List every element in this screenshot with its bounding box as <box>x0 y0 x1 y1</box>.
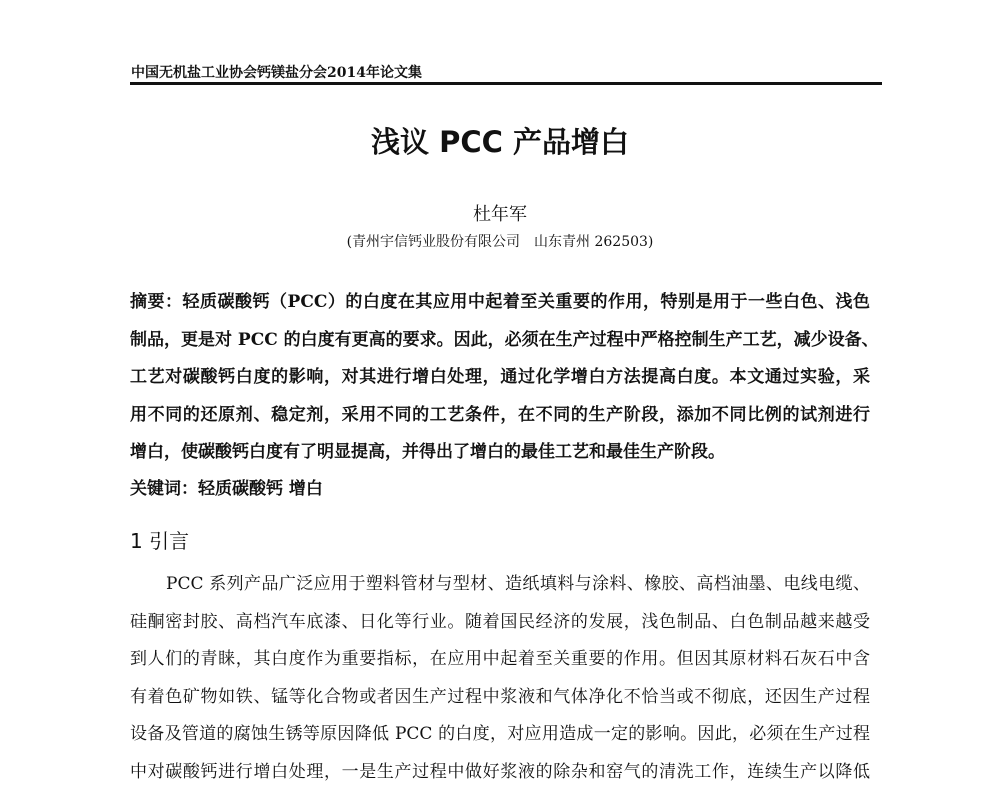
body-line: PCC 系列产品广泛应用于塑料管材与型材、造纸填料与涂料、橡胶、高档油墨、电线电缆、 <box>166 574 870 594</box>
body-line: 到人们的青睐，其白度作为重要指标，在应用中起着至关重要的作用。但因其原材料石灰石中含 <box>130 649 870 670</box>
abstract-line: 制品，更是对 PCC 的白度有更高的要求。因此，必须在生产过程中严格控制生产工艺，减少设备、 <box>130 329 879 350</box>
keywords <box>130 472 870 506</box>
body-line: 中对碳酸钙进行增白处理，一是生产过程中做好浆液的除杂和窑气的清洗工作，连续生产以降低 <box>130 761 870 782</box>
section-heading: 1 引言 <box>130 529 190 553</box>
author: 杜年军 <box>473 204 527 225</box>
abstract-label: 摘要： <box>130 292 183 312</box>
header-rule <box>130 82 882 85</box>
affiliation: (青州宇信钙业股份有限公司 山东青州 262503) <box>346 234 654 250</box>
body-line: 有着色矿物如铁、锰等化合物或者因生产过程中浆液和气体净化不恰当或不彻底，还因生产过程 <box>130 686 870 707</box>
paper-title: 浅议 PCC 产品增白 <box>370 125 629 159</box>
keywords-text: 轻质碳酸钙 增白 <box>198 478 323 499</box>
abstract-line: 用不同的还原剂、稳定剂，采用不同的工艺条件，在不同的生产阶段，添加不同比例的试剂进行 <box>130 404 870 425</box>
section-body <box>130 566 870 792</box>
abstract-line: 摘要：轻质碳酸钙（PCC）的白度在其应用中起着至关重要的作用，特别是用于一些白色、浅色 <box>130 292 871 312</box>
abstract-line: 工艺对碳酸钙白度的影响，对其进行增白处理，通过化学增白方法提高白度。本文通过实验，采 <box>130 367 870 388</box>
running-header: 中国无机盐工业协会钙镁盐分会2014年论文集 <box>131 65 422 81</box>
abstract <box>130 284 879 506</box>
abstract-line: 增白，使碳酸钙白度有了明显提高，并得出了增白的最佳工艺和最佳生产阶段。 <box>130 442 725 463</box>
body-line: 硅酮密封胶、高档汽车底漆、日化等行业。随着国民经济的发展，浅色制品、白色制品越来越受 <box>130 611 870 632</box>
keywords-label: 关键词： <box>130 478 198 499</box>
body-line: 设备及管道的腐蚀生锈等原因降低 PCC 的白度，对应用造成一定的影响。因此，必须在生产过程 <box>130 724 870 745</box>
